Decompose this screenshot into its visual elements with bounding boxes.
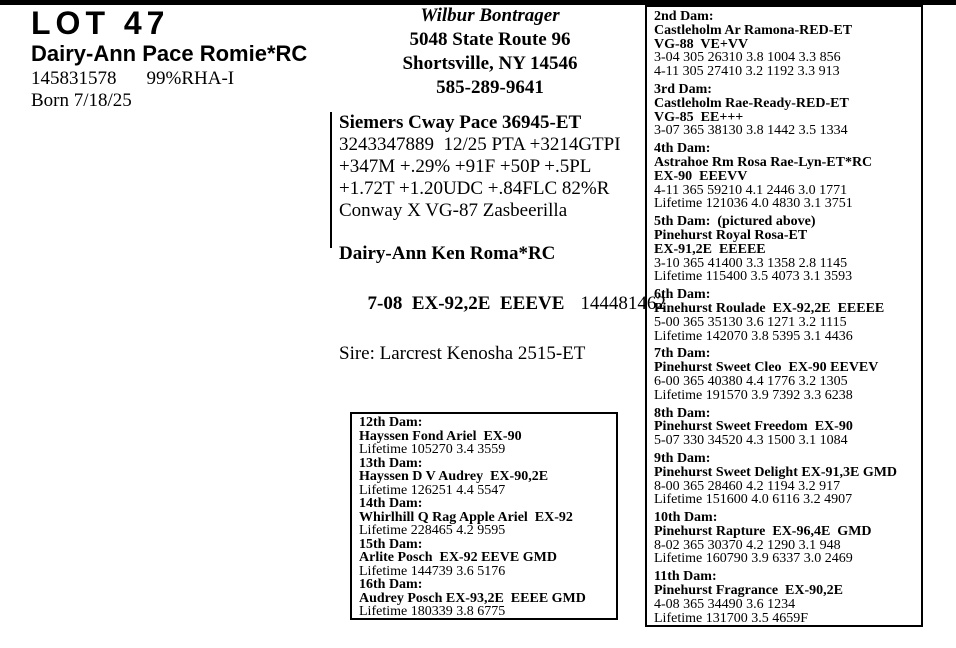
lot-header	[31, 7, 307, 112]
dam-section-16th	[359, 578, 616, 619]
dam-name: Pinehurst Sweet Cleo EX-90 EEVEV	[654, 360, 879, 376]
dam-record: 4-08 365 34490 3.6 1234	[654, 596, 796, 612]
dam-name: Pinehurst Fragrance EX-90,2E	[654, 583, 843, 599]
dam-score-line	[339, 266, 666, 341]
dam-section-2nd	[654, 10, 921, 79]
dam-score: EX-91,2E EEEEE	[654, 241, 766, 257]
animal-name: Dairy-Ann Pace Romie*RC	[31, 41, 308, 66]
dam-name: Hayssen Fond Ariel EX-90	[359, 428, 522, 444]
dam-name: Hayssen D V Audrey EX-90,2E	[359, 469, 549, 484]
dam-registration-number: 144481462	[580, 293, 666, 314]
dam-record: Lifetime 191570 3.9 7392 3.3 6238	[654, 387, 853, 403]
dam-section-14th	[359, 497, 616, 538]
dam-record: 5-00 365 35130 3.6 1271 3.2 1115	[654, 314, 847, 330]
dam-record: 4-11 305 27410 3.2 1192 3.3 913	[654, 64, 840, 80]
dam-name: Audrey Posch EX-93,2E EEEE GMD	[359, 590, 586, 606]
lower-dams-box	[350, 412, 618, 620]
dam-label: 9th Dam:	[654, 450, 711, 466]
registration-number: 145831578	[31, 68, 117, 89]
dam-name: Astrahoe Rm Rosa Rae-Lyn-ET*RC	[654, 154, 873, 170]
maternal-line-box	[645, 5, 923, 627]
dam-record: 5-07 330 34520 4.3 1500 3.1 1084	[654, 433, 848, 449]
dam-record: Lifetime 142070 3.8 5395 3.1 4436	[654, 328, 853, 344]
sire-name: Siemers Cway Pace 36945-ET	[339, 112, 582, 133]
dam-name: Castleholm Ar Ramona-RED-ET	[654, 22, 853, 38]
sire-cross-line: Conway X VG-87 Zasbeerilla	[339, 200, 568, 221]
dam-name: Castleholm Rae-Ready-RED-ET	[654, 95, 849, 111]
dam-name: Dairy-Ann Ken Roma*RC	[339, 243, 556, 264]
dam-label: 14th Dam:	[359, 496, 423, 511]
registration-line	[31, 68, 307, 90]
sire-block	[330, 112, 621, 248]
dam-record: 3-10 365 41400 3.3 1358 2.8 1145	[654, 255, 848, 271]
dam-label: 15th Dam:	[359, 536, 423, 552]
owner-address-line2: Shortsville, NY 14546	[402, 53, 578, 74]
dam-record: Lifetime 131700 3.5 4659F	[654, 610, 808, 626]
dam-section-5th	[654, 215, 921, 284]
dam-record: Lifetime 228465 4.2 9595	[359, 523, 506, 538]
sire-pta-line: +1.72T +1.20UDC +.84FLC 82%R	[339, 178, 610, 199]
dam-label: 13th Dam:	[359, 455, 423, 471]
dam-score: 7-08 EX-92,2E EEEVE	[367, 293, 565, 314]
dam-record: Lifetime 151600 4.0 6116 3.2 4907	[654, 492, 853, 508]
dam-record: 6-00 365 40380 4.4 1776 3.2 1305	[654, 373, 848, 389]
dam-record: 3-04 305 26310 3.8 1004 3.3 856	[654, 50, 841, 66]
dam-score: VG-85 EE+++	[654, 109, 744, 125]
dam-name: Whirlhill Q Rag Apple Ariel EX-92	[359, 509, 573, 525]
dam-label: 10th Dam:	[654, 510, 718, 526]
dam-label: 6th Dam:	[654, 287, 711, 303]
dam-score: EX-90 EEEVV	[654, 168, 748, 184]
rha-percentage: 99%RHA-I	[146, 68, 235, 89]
dam-section-15th	[359, 538, 616, 579]
dam-section-11th	[654, 570, 921, 625]
dam-label: 12th Dam:	[359, 415, 423, 430]
dam-label: 3rd Dam:	[654, 81, 712, 97]
owner-address-line1: 5048 State Route 96	[409, 29, 571, 50]
dam-label: 5th Dam: (pictured above)	[654, 214, 816, 230]
owner-phone: 585-289-9641	[436, 77, 544, 98]
dam-record: Lifetime 160790 3.9 6337 3.0 2469	[654, 551, 853, 567]
birth-date: Born 7/18/25	[31, 90, 132, 111]
dam-label: 16th Dam:	[359, 577, 423, 592]
sire-pta-line: 3243347889 12/25 PTA +3214GTPI	[339, 134, 621, 155]
dam-name: Pinehurst Royal Rosa-ET	[654, 227, 808, 243]
dam-section-13th	[359, 457, 616, 498]
dam-record: 8-02 365 30370 4.2 1290 3.1 948	[654, 537, 841, 553]
dam-name: Pinehurst Roulade EX-92,2E EEEEE	[654, 300, 885, 316]
owner-name: Wilbur Bontrager	[420, 5, 560, 26]
lot-title: LOT 47	[31, 5, 170, 41]
dam-name: Arlite Posch EX-92 EEVE GMD	[359, 550, 557, 565]
dam-section-12th	[359, 416, 616, 457]
dam-sire-line: Sire: Larcrest Kenosha 2515-ET	[339, 343, 586, 364]
dam-record: Lifetime 105270 3.4 3559	[359, 442, 506, 457]
dam-section-8th	[654, 407, 921, 448]
owner-block	[330, 4, 650, 100]
dam-record: 3-07 365 38130 3.8 1442 3.5 1334	[654, 123, 848, 139]
dam-section-7th	[654, 347, 921, 402]
dam-record: Lifetime 180339 3.8 6775	[359, 604, 506, 619]
dam-section-3rd	[654, 83, 921, 138]
dam-section-4th	[654, 142, 921, 211]
dam-section-9th	[654, 452, 921, 507]
dam-score: VG-88 VE+VV	[654, 36, 749, 52]
dam-record: Lifetime 144739 3.6 5176	[359, 563, 506, 579]
sire-pta-line: +347M +.29% +91F +50P +.5PL	[339, 156, 592, 177]
dam-label: 2nd Dam:	[654, 9, 714, 24]
dam-label: 7th Dam:	[654, 346, 711, 362]
dam-record: Lifetime 121036 4.0 4830 3.1 3751	[654, 196, 853, 212]
dam-record: Lifetime 126251 4.4 5547	[359, 482, 506, 498]
dam-name: Pinehurst Rapture EX-96,4E GMD	[654, 523, 872, 539]
dam-name: Pinehurst Sweet Freedom EX-90	[654, 419, 853, 435]
dam-record: 4-11 365 59210 4.1 2446 3.0 1771	[654, 182, 848, 198]
dam-block	[339, 241, 666, 366]
dam-label: 4th Dam:	[654, 141, 711, 157]
dam-name: Pinehurst Sweet Delight EX-91,3E GMD	[654, 464, 898, 480]
dam-section-6th	[654, 288, 921, 343]
dam-record: 8-00 365 28460 4.2 1194 3.2 917	[654, 478, 841, 494]
dam-section-10th	[654, 511, 921, 566]
dam-label: 8th Dam:	[654, 405, 711, 421]
dam-record: Lifetime 115400 3.5 4073 3.1 3593	[654, 269, 853, 285]
dam-label: 11th Dam:	[654, 569, 717, 585]
